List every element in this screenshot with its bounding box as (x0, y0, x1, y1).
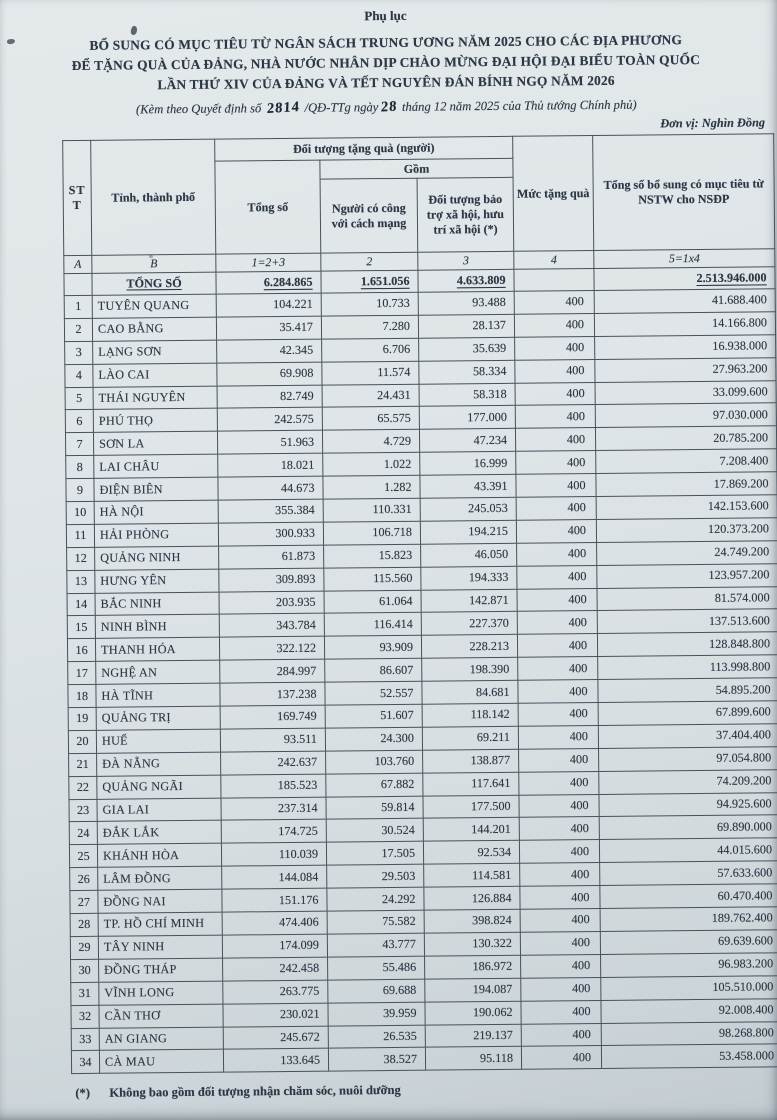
row-budget: 69.639.600 (600, 930, 777, 955)
row-social: 95.118 (425, 1047, 521, 1071)
unit-label: Đơn vị: Nghìn Đồng (660, 115, 766, 131)
row-social: 35.639 (419, 337, 515, 361)
row-total: 355.384 (218, 499, 323, 523)
row-province: TP. HỒ CHÍ MINH (98, 912, 222, 936)
table-header (63, 134, 775, 256)
subtitle-mid: /QĐ-TTg ngày (304, 100, 379, 115)
row-province: HÀ NỘI (94, 500, 218, 524)
row-social: 194.215 (420, 520, 516, 544)
row-budget: 20.785.200 (595, 426, 776, 451)
row-budget: 97.054.800 (599, 747, 777, 772)
row-budget: 57.633.600 (600, 861, 777, 886)
row-budget: 128.848.800 (597, 632, 777, 657)
code-2: 2 (321, 252, 418, 271)
row-province: CÀ MAU (99, 1050, 223, 1074)
row-total: 263.775 (223, 980, 328, 1004)
row-stt: 32 (71, 1005, 99, 1028)
row-merit: 11.574 (322, 361, 419, 385)
row-budget: 74.209.200 (599, 769, 777, 794)
row-merit: 24.300 (325, 727, 422, 751)
code-5: 5=1x4 (594, 249, 775, 269)
row-stt: 26 (70, 868, 98, 891)
row-province: LÂM ĐỒNG (98, 866, 222, 890)
row-budget: 33.099.600 (595, 380, 776, 405)
row-stt: 31 (71, 982, 99, 1005)
row-total: 203.935 (219, 591, 324, 615)
row-total: 230.021 (223, 1003, 328, 1027)
row-budget: 27.963.200 (595, 357, 776, 382)
row-social: 58.334 (419, 360, 515, 384)
row-merit: 24.431 (322, 384, 419, 408)
header-gift-group: Đối tượng tặng quà (người) (215, 136, 513, 161)
total-row-total: 6.284.865 (216, 271, 321, 294)
row-social: 177.000 (419, 406, 515, 430)
row-budget: 24.749.200 (597, 541, 777, 566)
header-gom: Gồm (320, 158, 513, 179)
row-province: ĐÀ NẴNG (97, 752, 221, 776)
row-social: 227.370 (421, 612, 517, 636)
row-budget: 92.008.400 (601, 998, 777, 1023)
row-province: HẢI PHÒNG (94, 523, 218, 547)
row-province: ĐẮK LẮK (97, 821, 221, 845)
header-gift-level: Mức tặng quà (513, 136, 594, 252)
row-total: 51.963 (217, 430, 322, 454)
row-social: 194.087 (425, 978, 521, 1002)
row-province: BẮC NINH (95, 592, 219, 616)
row-province: LÀO CAI (93, 363, 217, 387)
row-budget: 96.983.200 (601, 953, 777, 978)
row-total: 61.873 (219, 545, 324, 569)
row-merit: 1.282 (323, 475, 420, 499)
row-budget: 137.513.600 (597, 609, 777, 634)
header-merit: Người có công với cách mạng (320, 178, 418, 253)
row-budget: 67.899.600 (598, 701, 777, 726)
code-a: A (64, 255, 92, 273)
code-4: 4 (514, 251, 594, 270)
row-province: NINH BÌNH (95, 615, 219, 639)
row-gift-level: 400 (515, 382, 595, 406)
row-social: 186.972 (425, 955, 521, 979)
row-social: 69.211 (422, 726, 518, 750)
document-title-line-3: LẦN THỨ XIV CỦA ĐẢNG VÀ TẾT NGUYÊN ĐÁN BÍNH NGỌ NĂM 2026 (157, 72, 615, 93)
row-province: QUẢNG NGÃI (97, 775, 221, 799)
row-stt: 28 (70, 913, 98, 936)
footnote-marker: (*) (75, 1086, 91, 1101)
row-total: 35.417 (216, 316, 321, 340)
row-merit: 10.733 (321, 292, 418, 316)
code-1: 1=2+3 (216, 253, 321, 272)
row-budget: 17.869.200 (596, 472, 777, 497)
row-gift-level: 400 (516, 519, 596, 543)
row-gift-level: 400 (520, 886, 600, 910)
row-total: 110.039 (221, 842, 326, 866)
row-gift-level: 400 (521, 1023, 601, 1047)
row-stt: 1 (64, 295, 92, 318)
row-gift-level: 400 (518, 703, 598, 727)
row-gift-level: 400 (516, 474, 596, 498)
row-merit: 106.718 (323, 521, 420, 545)
row-stt: 2 (64, 318, 92, 341)
row-merit: 15.823 (324, 544, 421, 568)
row-merit: 4.729 (322, 430, 419, 454)
row-total: 174.725 (221, 820, 326, 844)
row-stt: 4 (65, 364, 93, 387)
row-social: 28.137 (418, 314, 514, 338)
row-gift-level: 400 (521, 1046, 601, 1070)
row-stt: 12 (67, 547, 95, 570)
code-b: B (92, 254, 216, 273)
row-stt: 3 (65, 341, 93, 364)
row-merit: 65.575 (322, 407, 419, 431)
row-gift-level: 400 (521, 1000, 601, 1024)
row-total: 42.345 (217, 339, 322, 363)
header-social: Đối tượng bảo trợ xã hội, hưu trí xã hội (*) (417, 177, 514, 252)
row-stt: 25 (69, 845, 97, 868)
row-stt: 13 (67, 570, 95, 593)
row-social: 16.999 (420, 452, 516, 476)
row-merit: 116.414 (324, 613, 421, 637)
total-row-social: 4.633.809 (418, 269, 514, 292)
subtitle-prefix: (Kèm theo Quyết định số (135, 101, 262, 117)
row-province: HUẾ (96, 729, 220, 753)
row-total: 300.933 (218, 522, 323, 546)
row-province: ĐỒNG NAI (98, 889, 222, 913)
row-merit: 17.505 (326, 842, 423, 866)
row-merit: 93.909 (324, 636, 421, 660)
row-budget: 37.404.400 (598, 724, 777, 749)
row-total: 69.908 (217, 362, 322, 386)
row-stt: 9 (66, 478, 94, 501)
row-province: ĐIỆN BIÊN (94, 477, 218, 501)
row-province: HÀ TĨNH (96, 683, 220, 707)
row-social: 245.053 (420, 497, 516, 521)
row-gift-level: 400 (515, 336, 595, 360)
row-gift-level: 400 (519, 817, 599, 841)
code-3: 3 (418, 251, 514, 270)
row-stt: 20 (68, 730, 96, 753)
row-province: ĐỒNG THÁP (99, 958, 223, 982)
row-budget: 142.153.600 (596, 495, 777, 520)
row-social: 177.500 (423, 795, 519, 819)
row-total: 474.406 (222, 911, 327, 935)
header-budget: Tổng số bổ sung có mục tiêu từ NSTW cho NSĐP (593, 134, 775, 251)
row-gift-level: 400 (520, 863, 600, 887)
row-social: 117.641 (423, 772, 519, 796)
row-gift-level: 400 (517, 565, 597, 589)
row-stt: 17 (68, 662, 96, 685)
row-total: 44.673 (218, 476, 323, 500)
row-social: 142.871 (421, 589, 517, 613)
row-social: 219.137 (425, 1024, 521, 1048)
row-gift-level: 400 (516, 497, 596, 521)
row-province: AN GIANG (99, 1027, 223, 1051)
row-merit: 75.582 (327, 910, 424, 934)
row-budget: 189.762.400 (600, 907, 777, 932)
row-stt: 19 (68, 707, 96, 730)
row-province: LAI CHÂU (94, 454, 218, 478)
row-province: THANH HÓA (95, 637, 219, 661)
row-gift-level: 400 (519, 840, 599, 864)
row-gift-level: 400 (519, 748, 599, 772)
row-social: 228.213 (421, 635, 517, 659)
row-social: 93.488 (418, 291, 514, 315)
row-total: 93.511 (220, 728, 325, 752)
row-social: 114.581 (424, 864, 520, 888)
row-gift-level: 400 (519, 771, 599, 795)
row-gift-level: 400 (515, 405, 595, 429)
row-stt: 11 (66, 524, 94, 547)
row-total: 309.893 (219, 568, 324, 592)
row-budget: 98.268.800 (601, 1021, 777, 1046)
row-merit: 43.777 (327, 933, 424, 957)
row-social: 58.318 (419, 383, 515, 407)
row-social: 84.681 (422, 680, 518, 704)
row-merit: 110.331 (323, 498, 420, 522)
row-merit: 39.959 (328, 1002, 425, 1026)
total-row-label: TỔNG SỐ (92, 272, 216, 295)
total-row-level (514, 269, 594, 292)
row-stt: 6 (65, 410, 93, 433)
row-total: 237.314 (221, 797, 326, 821)
row-merit: 55.486 (328, 956, 425, 980)
row-social: 43.391 (420, 474, 516, 498)
row-gift-level: 400 (514, 313, 594, 337)
row-merit: 1.022 (323, 452, 420, 476)
row-stt: 22 (69, 776, 97, 799)
row-total: 137.238 (220, 682, 325, 706)
row-merit: 30.524 (326, 819, 423, 843)
row-merit: 59.814 (326, 796, 423, 820)
row-stt: 33 (71, 1028, 99, 1051)
row-merit: 61.064 (324, 590, 421, 614)
row-gift-level: 400 (517, 542, 597, 566)
row-gift-level: 400 (521, 954, 601, 978)
row-total: 133.645 (223, 1049, 328, 1073)
row-stt: 21 (69, 753, 97, 776)
row-gift-level: 400 (519, 794, 599, 818)
row-merit: 6.706 (322, 338, 419, 362)
row-gift-level: 400 (518, 725, 598, 749)
row-social: 118.142 (422, 703, 518, 727)
appendix-label: Phụ lục (364, 7, 407, 24)
row-stt: 29 (70, 936, 98, 959)
row-budget: 120.373.200 (596, 518, 777, 543)
total-row-blank (64, 273, 92, 295)
row-social: 138.877 (423, 749, 519, 773)
row-stt: 14 (67, 593, 95, 616)
row-social: 126.884 (424, 886, 520, 910)
row-total: 104.221 (216, 293, 321, 317)
row-gift-level: 400 (515, 428, 595, 452)
row-stt: 34 (71, 1051, 99, 1074)
row-gift-level: 400 (517, 634, 597, 658)
row-stt: 8 (66, 456, 94, 479)
header-stt: STT (63, 140, 92, 255)
handwritten-day: 28 (380, 98, 398, 116)
row-merit: 103.760 (326, 750, 423, 774)
table-body (64, 249, 777, 1074)
row-total: 242.575 (217, 408, 322, 432)
row-gift-level: 400 (516, 451, 596, 475)
allocation-table (62, 133, 777, 1074)
row-merit: 69.688 (328, 979, 425, 1003)
row-province: KHÁNH HÒA (97, 844, 221, 868)
row-gift-level: 400 (517, 611, 597, 635)
row-province: PHÚ THỌ (93, 409, 217, 433)
row-total: 322.122 (219, 636, 324, 660)
row-total: 18.021 (218, 453, 323, 477)
row-province: NGHỆ AN (96, 660, 220, 684)
document-header (0, 0, 775, 138)
document-title-line-1: BỔ SUNG CÓ MỤC TIÊU TỪ NGÂN SÁCH TRUNG ƯƠNG NĂM 2025 CHO CÁC ĐỊA PHƯƠNG (89, 32, 683, 53)
row-budget: 14.166.800 (594, 312, 775, 337)
row-province: VĨNH LONG (99, 981, 223, 1005)
row-gift-level: 400 (520, 909, 600, 933)
row-social: 198.390 (422, 658, 518, 682)
row-province: CAO BẰNG (92, 317, 216, 341)
row-gift-level: 400 (520, 931, 600, 955)
row-gift-level: 400 (518, 657, 598, 681)
row-budget: 97.030.000 (595, 403, 776, 428)
row-stt: 7 (65, 433, 93, 456)
header-province: Tỉnh, thành phố (91, 139, 216, 255)
row-social: 190.062 (425, 1001, 521, 1025)
header-total: Tổng số (215, 160, 321, 254)
row-budget: 123.957.200 (597, 563, 777, 588)
row-social: 46.050 (421, 543, 517, 567)
row-merit: 38.527 (328, 1048, 425, 1072)
row-stt: 24 (69, 822, 97, 845)
row-province: THÁI NGUYÊN (93, 386, 217, 410)
row-total: 151.176 (222, 888, 327, 912)
row-total: 82.749 (217, 385, 322, 409)
row-social: 130.322 (424, 932, 520, 956)
row-merit: 52.557 (325, 681, 422, 705)
row-merit: 86.607 (325, 658, 422, 682)
row-budget: 7.208.400 (596, 449, 777, 474)
row-province: TUYÊN QUANG (92, 294, 216, 318)
row-gift-level: 400 (518, 680, 598, 704)
row-budget: 16.938.000 (595, 335, 776, 360)
total-row-budget: 2.513.946.000 (594, 267, 775, 291)
row-total: 185.523 (221, 774, 326, 798)
row-stt: 30 (71, 959, 99, 982)
row-budget: 69.890.000 (599, 815, 777, 840)
subtitle-suffix: tháng 12 năm 2025 của Thủ tướng Chính phủ) (401, 97, 637, 114)
row-province: CẦN THƠ (99, 1004, 223, 1028)
row-province: TÂY NINH (98, 935, 222, 959)
row-total: 242.637 (221, 751, 326, 775)
row-province: SƠN LA (93, 431, 217, 455)
row-merit: 67.882 (326, 773, 423, 797)
row-merit: 115.560 (324, 567, 421, 591)
row-social: 92.534 (423, 841, 519, 865)
row-total: 174.099 (222, 934, 327, 958)
row-budget: 113.998.800 (598, 655, 777, 680)
row-gift-level: 400 (515, 359, 595, 383)
row-stt: 15 (67, 616, 95, 639)
row-social: 398.824 (424, 909, 520, 933)
row-gift-level: 400 (521, 977, 601, 1001)
row-budget: 41.688.400 (594, 289, 775, 314)
document-title-line-2: ĐỂ TẶNG QUÀ CỦA ĐẢNG, NHÀ NƯỚC NHÂN DỊP CHÀO MỪNG ĐẠI HỘI ĐẠI BIỂU TOÀN QUỐC (71, 51, 701, 74)
row-merit: 7.280 (321, 315, 418, 339)
row-budget: 54.895.200 (598, 678, 777, 703)
row-merit: 24.292 (327, 887, 424, 911)
row-stt: 18 (68, 684, 96, 707)
row-total: 242.458 (223, 957, 328, 981)
total-row-merit: 1.651.056 (321, 270, 418, 293)
row-merit: 29.503 (327, 864, 424, 888)
row-total: 343.784 (219, 614, 324, 638)
row-budget: 53.458.000 (601, 1044, 777, 1069)
row-budget: 81.574.000 (597, 586, 777, 611)
row-social: 194.333 (421, 566, 517, 590)
row-merit: 51.607 (325, 704, 422, 728)
row-province: HƯNG YÊN (95, 569, 219, 593)
row-gift-level: 400 (517, 588, 597, 612)
row-stt: 27 (70, 890, 98, 913)
row-budget: 105.510.000 (601, 975, 777, 1000)
handwritten-decision-number: 2814 (266, 98, 300, 118)
row-merit: 26.535 (328, 1025, 425, 1049)
row-stt: 10 (66, 501, 94, 524)
row-total: 144.084 (222, 865, 327, 889)
row-province: QUẢNG TRỊ (96, 706, 220, 730)
row-social: 47.234 (419, 429, 515, 453)
row-province: LẠNG SƠN (93, 340, 217, 364)
row-budget: 44.015.600 (599, 838, 777, 863)
footnote (75, 1080, 777, 1102)
row-budget: 60.470.400 (600, 884, 777, 909)
row-total: 169.749 (220, 705, 325, 729)
row-total: 245.672 (223, 1026, 328, 1050)
row-total: 284.997 (220, 659, 325, 683)
row-stt: 23 (69, 799, 97, 822)
row-gift-level: 400 (514, 291, 594, 315)
row-province: QUẢNG NINH (95, 546, 219, 570)
row-budget: 94.925.600 (599, 792, 777, 817)
row-province: GIA LAI (97, 798, 221, 822)
row-stt: 16 (67, 639, 95, 662)
footnote-text: Không bao gồm đối tượng nhận chăm sóc, nuôi dưỡng (109, 1083, 401, 1100)
row-stt: 5 (65, 387, 93, 410)
row-social: 144.201 (423, 818, 519, 842)
